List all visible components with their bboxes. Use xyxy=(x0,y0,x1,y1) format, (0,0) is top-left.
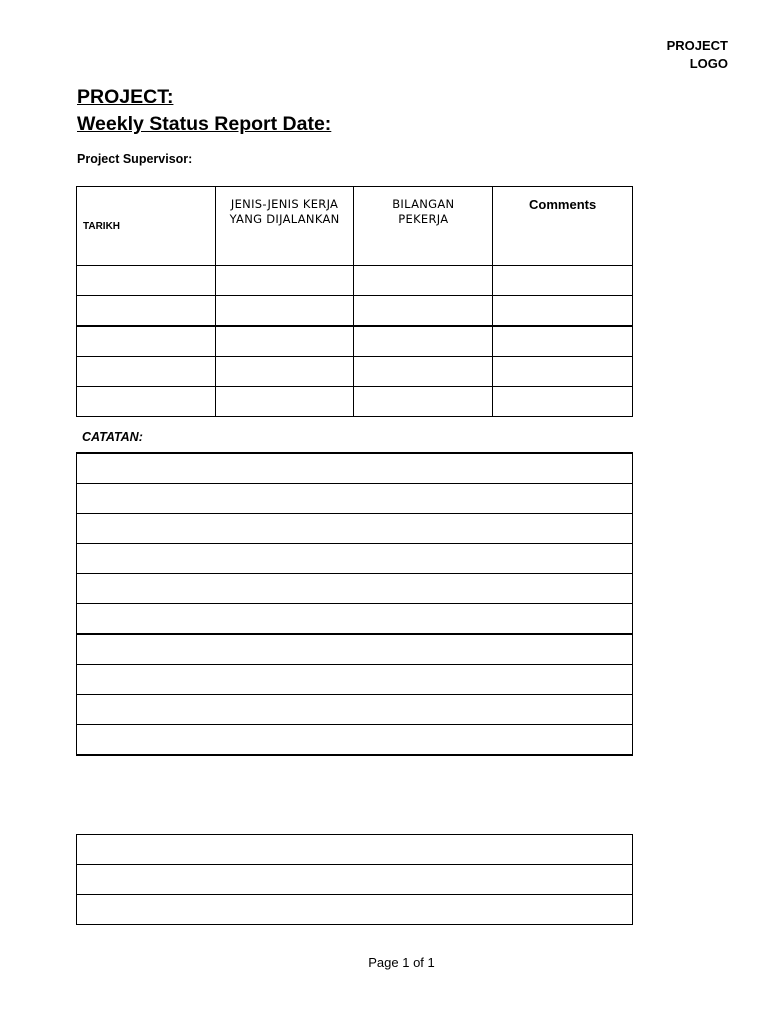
logo-line-2: LOGO xyxy=(689,56,728,71)
additional-line[interactable] xyxy=(77,865,633,895)
notes-line[interactable] xyxy=(77,574,633,604)
notes-line[interactable] xyxy=(77,665,633,695)
additional-line[interactable] xyxy=(77,835,633,865)
notes-row xyxy=(77,634,633,665)
notes-label: CATATAN: xyxy=(82,430,143,444)
additional-row xyxy=(77,865,633,895)
notes-row xyxy=(77,574,633,604)
additional-line[interactable] xyxy=(77,895,633,925)
worker-count-cell[interactable] xyxy=(354,387,493,417)
notes-row xyxy=(77,453,633,484)
date-cell[interactable] xyxy=(77,266,216,296)
logo-line-1: PROJECT xyxy=(666,38,728,53)
notes-row xyxy=(77,514,633,544)
work-log-table xyxy=(76,186,633,417)
table-row xyxy=(77,266,633,296)
additional-row xyxy=(77,895,633,925)
notes-line[interactable] xyxy=(77,514,633,544)
notes-line[interactable] xyxy=(77,544,633,574)
worker-count-cell[interactable] xyxy=(354,357,493,387)
comments-cell[interactable] xyxy=(493,357,633,387)
notes-row xyxy=(77,544,633,574)
notes-line[interactable] xyxy=(77,695,633,725)
worker-count-line-2: PEKERJA xyxy=(398,212,449,226)
worker-count-cell[interactable] xyxy=(354,266,493,296)
comments-cell[interactable] xyxy=(493,387,633,417)
column-header-comments: Comments xyxy=(493,187,633,266)
comments-cell[interactable] xyxy=(493,266,633,296)
column-header-work-type xyxy=(215,187,354,266)
date-cell[interactable] xyxy=(77,296,216,327)
work-type-cell[interactable] xyxy=(215,266,354,296)
comments-cell[interactable] xyxy=(493,296,633,327)
notes-row xyxy=(77,725,633,756)
notes-line[interactable] xyxy=(77,484,633,514)
notes-row xyxy=(77,484,633,514)
column-header-date: TARIKH xyxy=(77,187,216,266)
date-cell[interactable] xyxy=(77,326,216,357)
date-cell[interactable] xyxy=(77,387,216,417)
work-type-line-2: YANG DIJALANKAN xyxy=(229,212,340,226)
additional-table xyxy=(76,834,633,925)
report-title xyxy=(77,84,331,138)
table-row xyxy=(77,387,633,417)
notes-row xyxy=(77,695,633,725)
work-type-line-1: JENIS-JENIS KERJA xyxy=(230,197,339,211)
project-logo-placeholder xyxy=(667,37,728,73)
worker-count-line-1: BILANGAN xyxy=(392,197,455,211)
column-header-worker-count xyxy=(354,187,493,266)
work-type-cell[interactable] xyxy=(215,387,354,417)
worker-count-cell[interactable] xyxy=(354,296,493,327)
notes-line[interactable] xyxy=(77,453,633,484)
notes-line[interactable] xyxy=(77,604,633,635)
table-row xyxy=(77,357,633,387)
project-label: PROJECT: xyxy=(77,86,174,108)
additional-row xyxy=(77,835,633,865)
date-cell[interactable] xyxy=(77,357,216,387)
work-type-cell[interactable] xyxy=(215,326,354,357)
notes-row xyxy=(77,665,633,695)
table-row xyxy=(77,296,633,327)
notes-row xyxy=(77,604,633,635)
work-type-cell[interactable] xyxy=(215,357,354,387)
supervisor-label: Project Supervisor: xyxy=(77,152,193,166)
worker-count-cell[interactable] xyxy=(354,326,493,357)
report-date-label: Weekly Status Report Date: xyxy=(77,113,332,135)
page-number: Page 1 of 1 xyxy=(368,955,435,970)
notes-table xyxy=(76,452,633,756)
work-type-cell[interactable] xyxy=(215,296,354,327)
notes-line[interactable] xyxy=(77,634,633,665)
table-row xyxy=(77,326,633,357)
comments-cell[interactable] xyxy=(493,326,633,357)
notes-line[interactable] xyxy=(77,725,633,756)
work-table-header-row xyxy=(77,187,633,266)
